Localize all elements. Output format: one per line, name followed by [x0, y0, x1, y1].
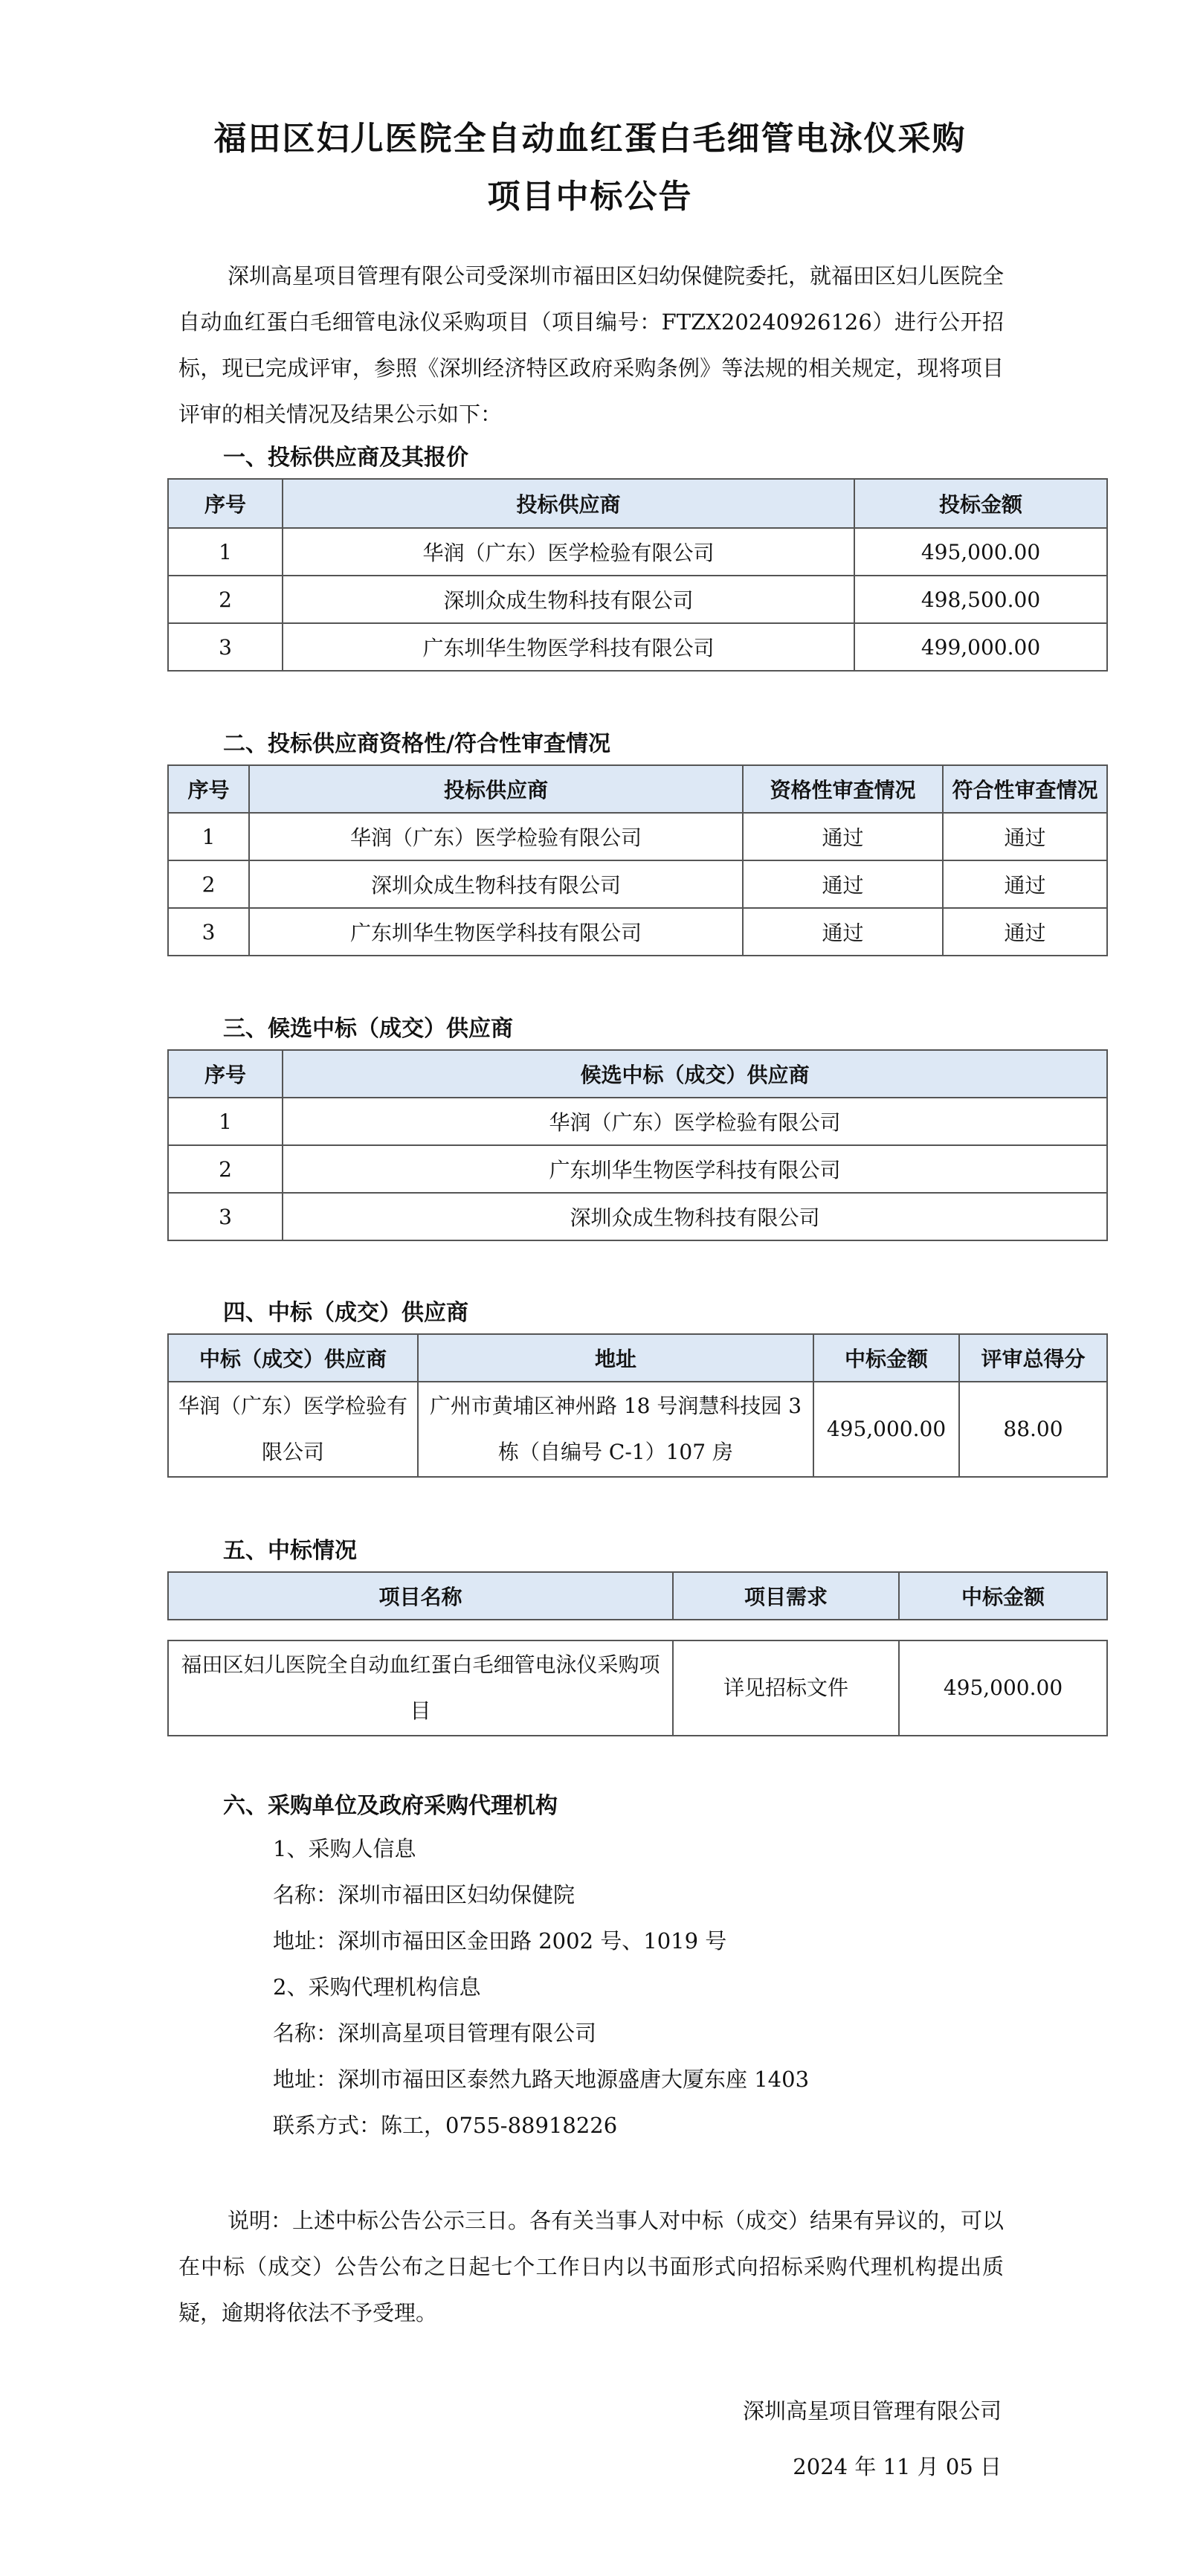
agency-info-label: 2、采购代理机构信息: [273, 1974, 481, 2000]
purchaser-address: 地址：深圳市福田区金田路 2002 号、1019 号: [273, 1928, 727, 1954]
purchaser-name: 名称：深圳市福田区妇幼保健院: [273, 1882, 576, 1907]
table-cell: 通过: [943, 813, 1107, 860]
note-paragraph: 说明：上述中标公告公示三日。各有关当事人对中标（成交）结果有异议的，可以在中标（成交）公告公布之日起七个工作日内以书面形式向招标采购代理机构提出质疑，逾期将依法不予受理。: [178, 2208, 1005, 2325]
agency-address: 地址：深圳市福田区泰然九路天地源盛唐大厦东座 1403: [273, 2067, 810, 2092]
section-4-heading: 四、中标（成交）供应商: [223, 1300, 468, 1326]
table-header: 中标（成交）供应商: [168, 1334, 418, 1382]
signature-date: 2024 年 11 月 05 日: [793, 2454, 1002, 2479]
table-row: [168, 623, 1107, 671]
table-cell: 广东圳华生物医学科技有限公司: [283, 1145, 1107, 1193]
qualification-table: [167, 764, 1108, 956]
table-header: 候选中标（成交）供应商: [283, 1050, 1107, 1098]
agency-name: 名称：深圳高星项目管理有限公司: [273, 2020, 597, 2046]
table-header: 投标供应商: [283, 479, 854, 528]
table-row: [168, 576, 1107, 623]
title-line-2: 项目中标公告: [487, 178, 693, 216]
table-header: 中标金额: [813, 1334, 959, 1382]
table-row: [168, 1640, 1107, 1736]
table-row: [168, 860, 1107, 908]
table-cell: 495,000.00: [854, 528, 1107, 576]
section-3-heading: 三、候选中标（成交）供应商: [223, 1016, 513, 1042]
table-header: 资格性审查情况: [743, 765, 943, 813]
purchaser-info-label: 1、采购人信息: [273, 1836, 416, 1861]
table-row: [168, 528, 1107, 576]
table-cell: 广东圳华生物医学科技有限公司: [283, 623, 854, 671]
table-cell: 495,000.00: [899, 1640, 1107, 1736]
table-cell: 华润（广东）医学检验有限公司: [249, 813, 743, 860]
signature-company: 深圳高星项目管理有限公司: [742, 2398, 1002, 2424]
table-cell: 499,000.00: [854, 623, 1107, 671]
table-header: 符合性审查情况: [943, 765, 1107, 813]
section-6-heading: 六、采购单位及政府采购代理机构: [223, 1793, 558, 1819]
table-cell: 2: [168, 1145, 283, 1193]
table-cell: 88.00: [959, 1382, 1107, 1477]
table-cell: 1: [168, 813, 249, 860]
table-header: 项目需求: [673, 1572, 899, 1620]
table-cell: 1: [168, 1098, 283, 1145]
table-header: 地址: [418, 1334, 813, 1382]
table-row: [168, 1098, 1107, 1145]
table-header: 投标供应商: [249, 765, 743, 813]
table-cell: 3: [168, 908, 249, 956]
table-row: [168, 1382, 1107, 1477]
intro-paragraph: 深圳高星项目管理有限公司受深圳市福田区妇幼保健院委托，就福田区妇儿医院全自动血红蛋白毛细管电泳仪采购项目（项目编号：FTZX20240926126）进行公开招标，现已完成评审，参照《深圳经济特区政府采购条例》等法规的相关规定，现将项目评审的相关情况及结果公示如下：: [178, 263, 1005, 427]
table-cell: 2: [168, 860, 249, 908]
agency-contact: 联系方式：陈工，0755-88918226: [273, 2113, 618, 2138]
table-cell: 通过: [743, 860, 943, 908]
table-row: [168, 1145, 1107, 1193]
table-header: 中标金额: [899, 1572, 1107, 1620]
award-table: [167, 1640, 1108, 1736]
table-row: [168, 813, 1107, 860]
table-cell: 深圳众成生物科技有限公司: [283, 1193, 1107, 1240]
table-header: 序号: [168, 479, 283, 528]
table-cell: 通过: [743, 813, 943, 860]
table-cell: 498,500.00: [854, 576, 1107, 623]
section-5-heading: 五、中标情况: [223, 1538, 357, 1564]
table-cell: 详见招标文件: [673, 1640, 899, 1736]
table-header: 项目名称: [168, 1572, 673, 1620]
table-cell: 3: [168, 623, 283, 671]
table-cell: 通过: [943, 860, 1107, 908]
table-row: [168, 1193, 1107, 1240]
section-1-heading: 一、投标供应商及其报价: [223, 445, 468, 471]
table-header: 序号: [168, 1050, 283, 1098]
table-cell: 华润（广东）医学检验有限公司: [168, 1382, 418, 1477]
table-cell: 华润（广东）医学检验有限公司: [283, 1098, 1107, 1145]
table-cell: 3: [168, 1193, 283, 1240]
table-cell: 通过: [743, 908, 943, 956]
table-cell: 广东圳华生物医学科技有限公司: [249, 908, 743, 956]
table-row: [168, 908, 1107, 956]
table-cell: 495,000.00: [813, 1382, 959, 1477]
table-cell: 通过: [943, 908, 1107, 956]
table-cell: 1: [168, 528, 283, 576]
candidate-table: [167, 1049, 1108, 1241]
table-cell: 2: [168, 576, 283, 623]
winning-supplier-table: [167, 1333, 1108, 1478]
table-cell: 广州市黄埔区神州路 18 号润慧科技园 3 栋（自编号 C-1）107 房: [418, 1382, 813, 1477]
section-2-heading: 二、投标供应商资格性/符合性审查情况: [223, 731, 610, 757]
bid-price-table: [167, 478, 1108, 672]
table-header: 评审总得分: [959, 1334, 1107, 1382]
table-cell: 深圳众成生物科技有限公司: [249, 860, 743, 908]
table-cell: 深圳众成生物科技有限公司: [283, 576, 854, 623]
table-header: 投标金额: [854, 479, 1107, 528]
table-cell: 华润（广东）医学检验有限公司: [283, 528, 854, 576]
title-line-1: 福田区妇儿医院全自动血红蛋白毛细管电泳仪采购: [213, 120, 967, 158]
award-header-table: [167, 1571, 1108, 1620]
table-cell: 福田区妇儿医院全自动血红蛋白毛细管电泳仪采购项目: [168, 1640, 673, 1736]
table-header: 序号: [168, 765, 249, 813]
